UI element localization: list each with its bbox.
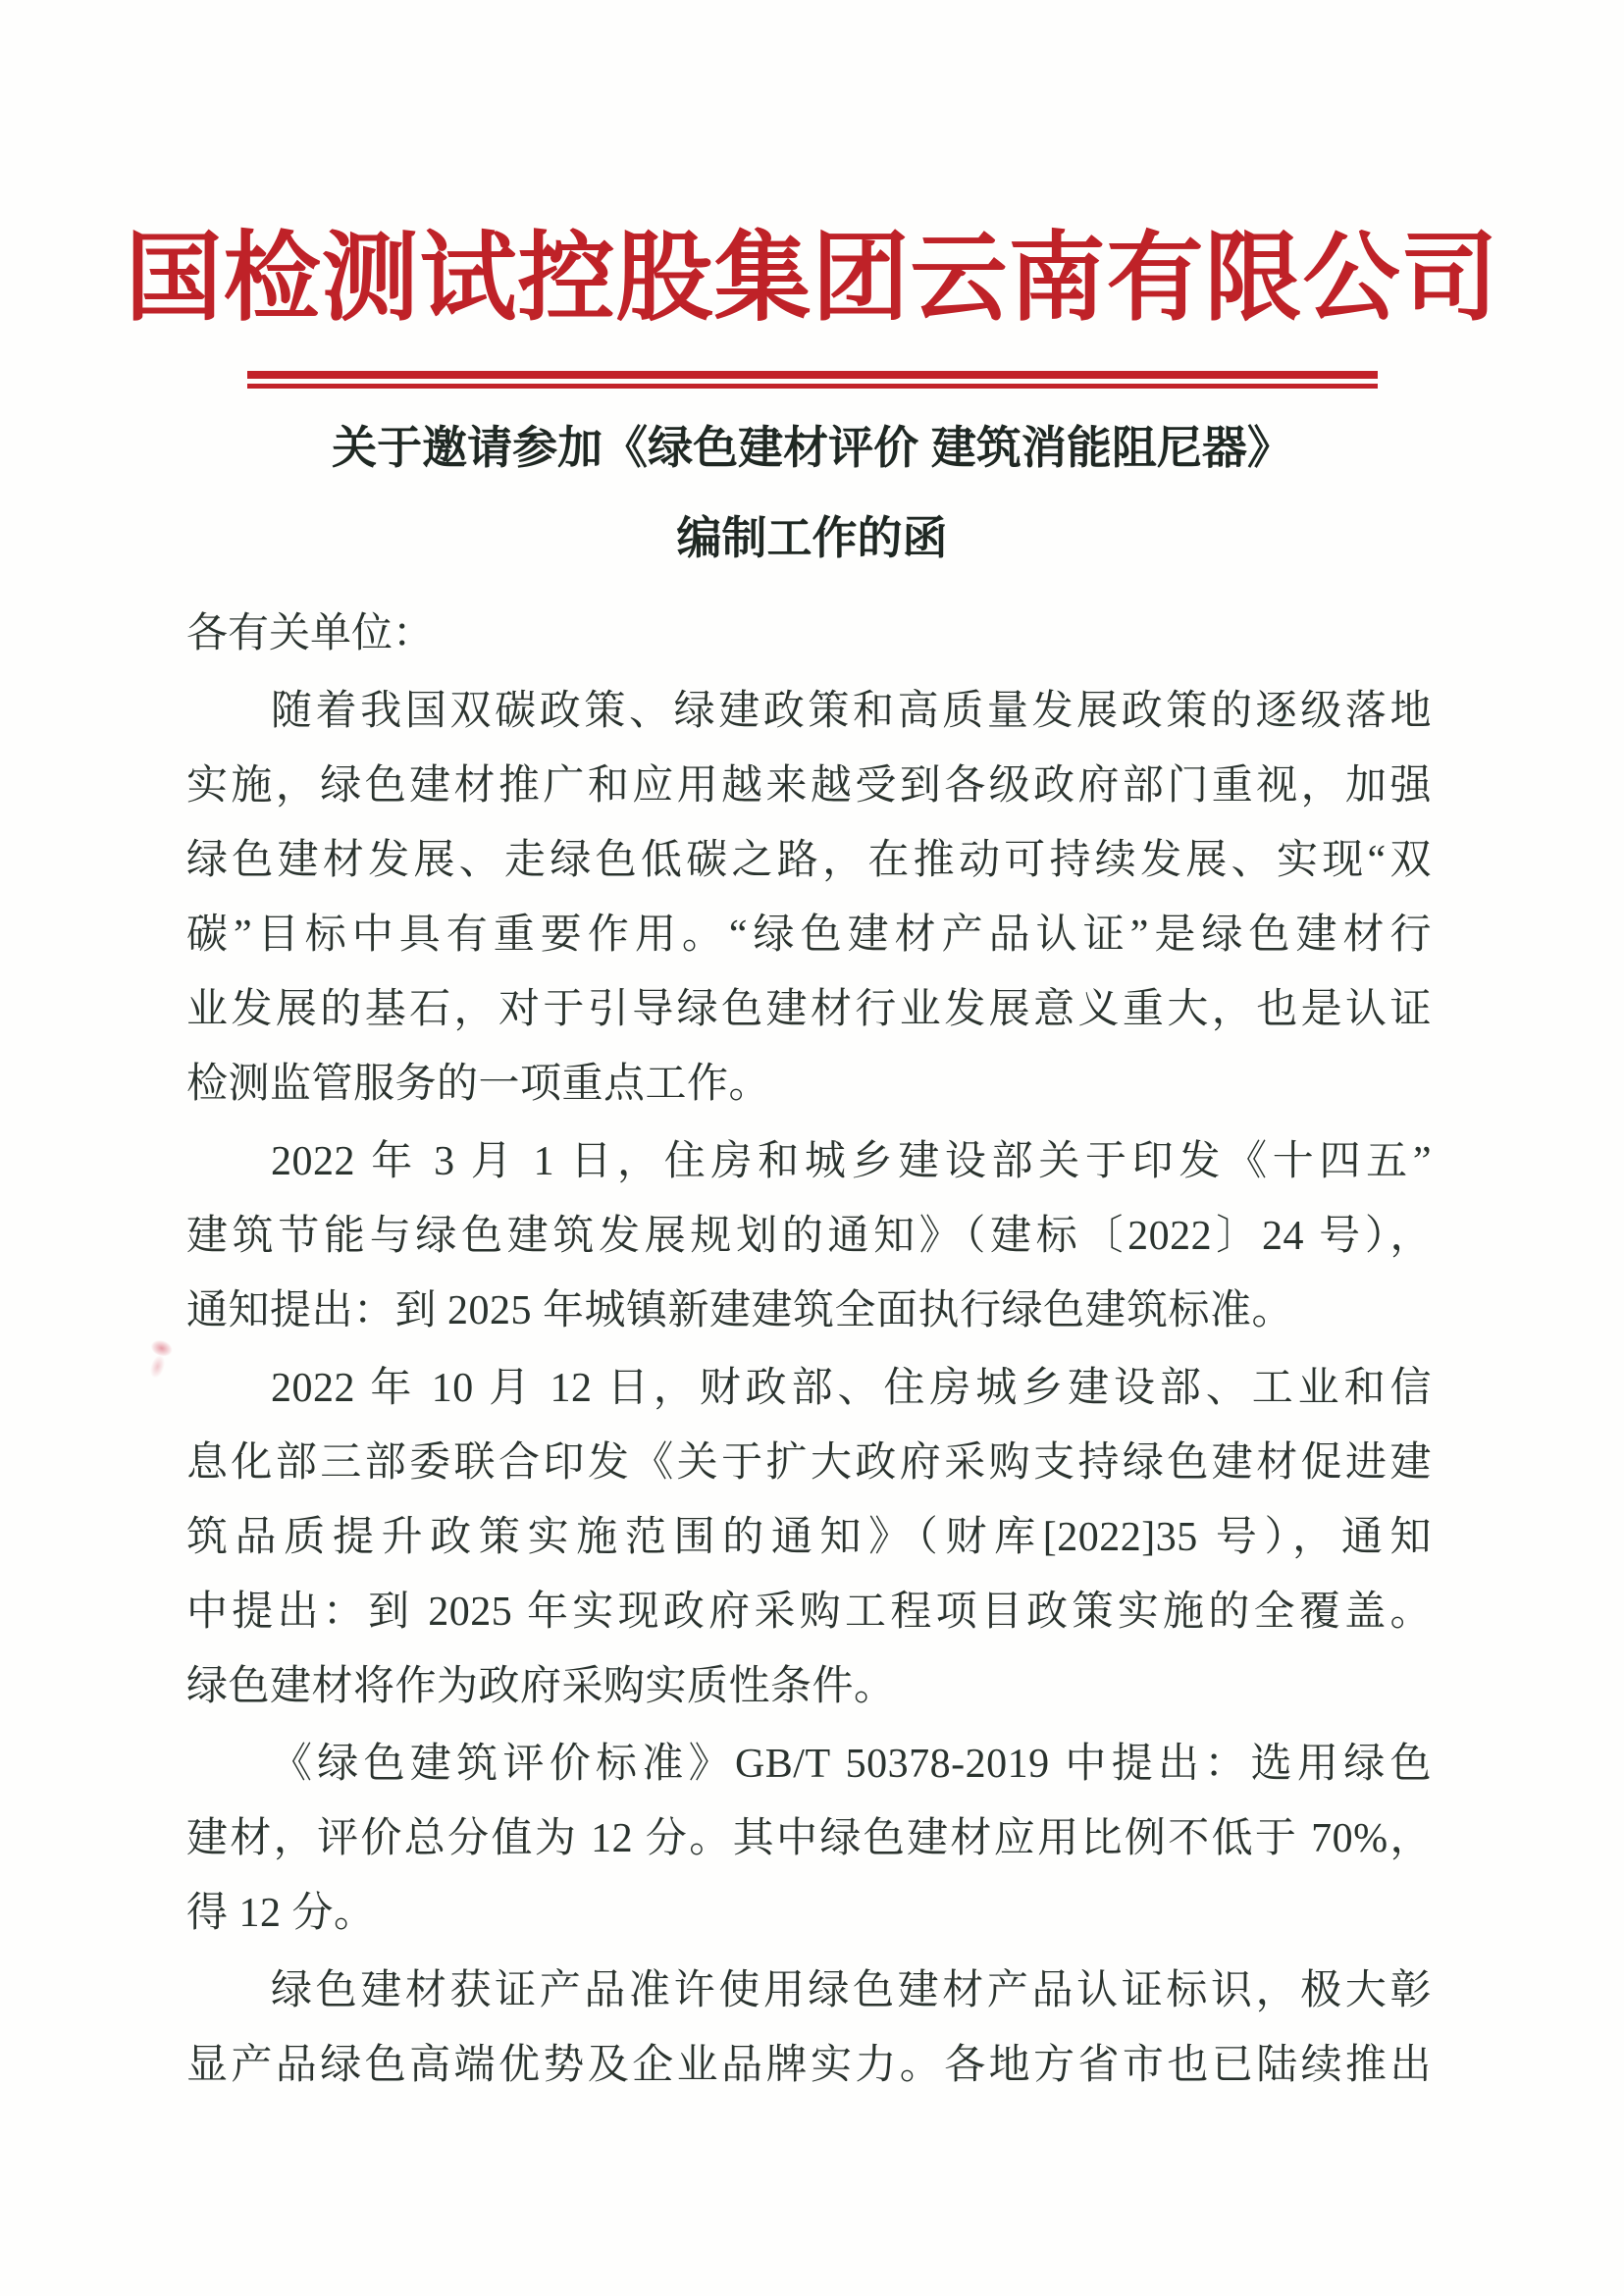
body-line: 通知提出：到 2025 年城镇新建建筑全面执行绿色建筑标准。 <box>186 1288 1294 1333</box>
letterhead <box>0 0 1624 389</box>
body-line: 随着我国双碳政策、绿建政策和高质量发展政策的逐级落地 <box>271 689 1432 734</box>
body-line: 绿色建材获证产品准许使用绿色建材产品认证标识，极大彰 <box>271 1968 1432 2013</box>
body-line: 建筑节能与绿色建筑发展规划的通知》（建标〔2022〕24 号）， <box>186 1214 1432 1259</box>
body-line: 息化部三部委联合印发《关于扩大政府采购支持绿色建材促进建 <box>186 1440 1432 1486</box>
letter-body <box>0 674 1624 2103</box>
salutation: 各有关单位： <box>186 611 435 656</box>
paragraph <box>186 1351 1432 1724</box>
body-line: 筑品质提升政策实施范围的通知》（财库[2022]35 号），通知 <box>186 1515 1432 1560</box>
paragraph <box>186 1124 1432 1348</box>
body-line: 实施，绿色建材推广和应用越来越受到各级政府部门重视，加强 <box>186 763 1432 809</box>
body-line: 2022 年 3 月 1 日，住房和城乡建设部关于印发《十四五” <box>271 1139 1432 1184</box>
body-line: 《绿色建筑评价标准》GB/T 50378-2019 中提出：选用绿色 <box>271 1742 1432 1787</box>
body-line: 碳”目标中具有重要作用。“绿色建材产品认证”是绿色建材行 <box>186 913 1432 958</box>
letterhead-divider <box>247 371 1378 389</box>
body-line: 2022 年 10 月 12 日，财政部、住房城乡建设部、工业和信 <box>271 1366 1432 1411</box>
body-line: 检测监管服务的一项重点工作。 <box>186 1062 771 1107</box>
company-name: 国检测试控股集团云南有限公司 <box>125 226 1499 333</box>
body-line: 中提出：到 2025 年实现政府采购工程项目政策实施的全覆盖。 <box>186 1590 1432 1635</box>
body-line: 建材，评价总分值为 12 分。其中绿色建材应用比例不低于 70%， <box>186 1816 1432 1861</box>
body-line: 业发展的基石，对于引导绿色建材行业发展意义重大，也是认证 <box>186 987 1432 1032</box>
document-title <box>0 389 1624 583</box>
paragraph <box>186 1954 1432 2103</box>
document-title-line1: 关于邀请参加《绿色建材评价 建筑消能阻尼器》 <box>332 422 1292 473</box>
body-line: 得 12 分。 <box>186 1891 376 1936</box>
body-line: 绿色建材发展、走绿色低碳之路，在推动可持续发展、实现“双 <box>186 838 1432 883</box>
document-title-line2: 编制工作的函 <box>676 512 948 563</box>
paragraph <box>186 1727 1432 1951</box>
body-line: 绿色建材将作为政府采购实质性条件。 <box>186 1664 896 1709</box>
divider-thick-line <box>247 371 1378 379</box>
paragraph <box>186 674 1432 1122</box>
body-line: 显产品绿色高端优势及企业品牌实力。各地方省市也已陆续推出 <box>186 2043 1432 2088</box>
